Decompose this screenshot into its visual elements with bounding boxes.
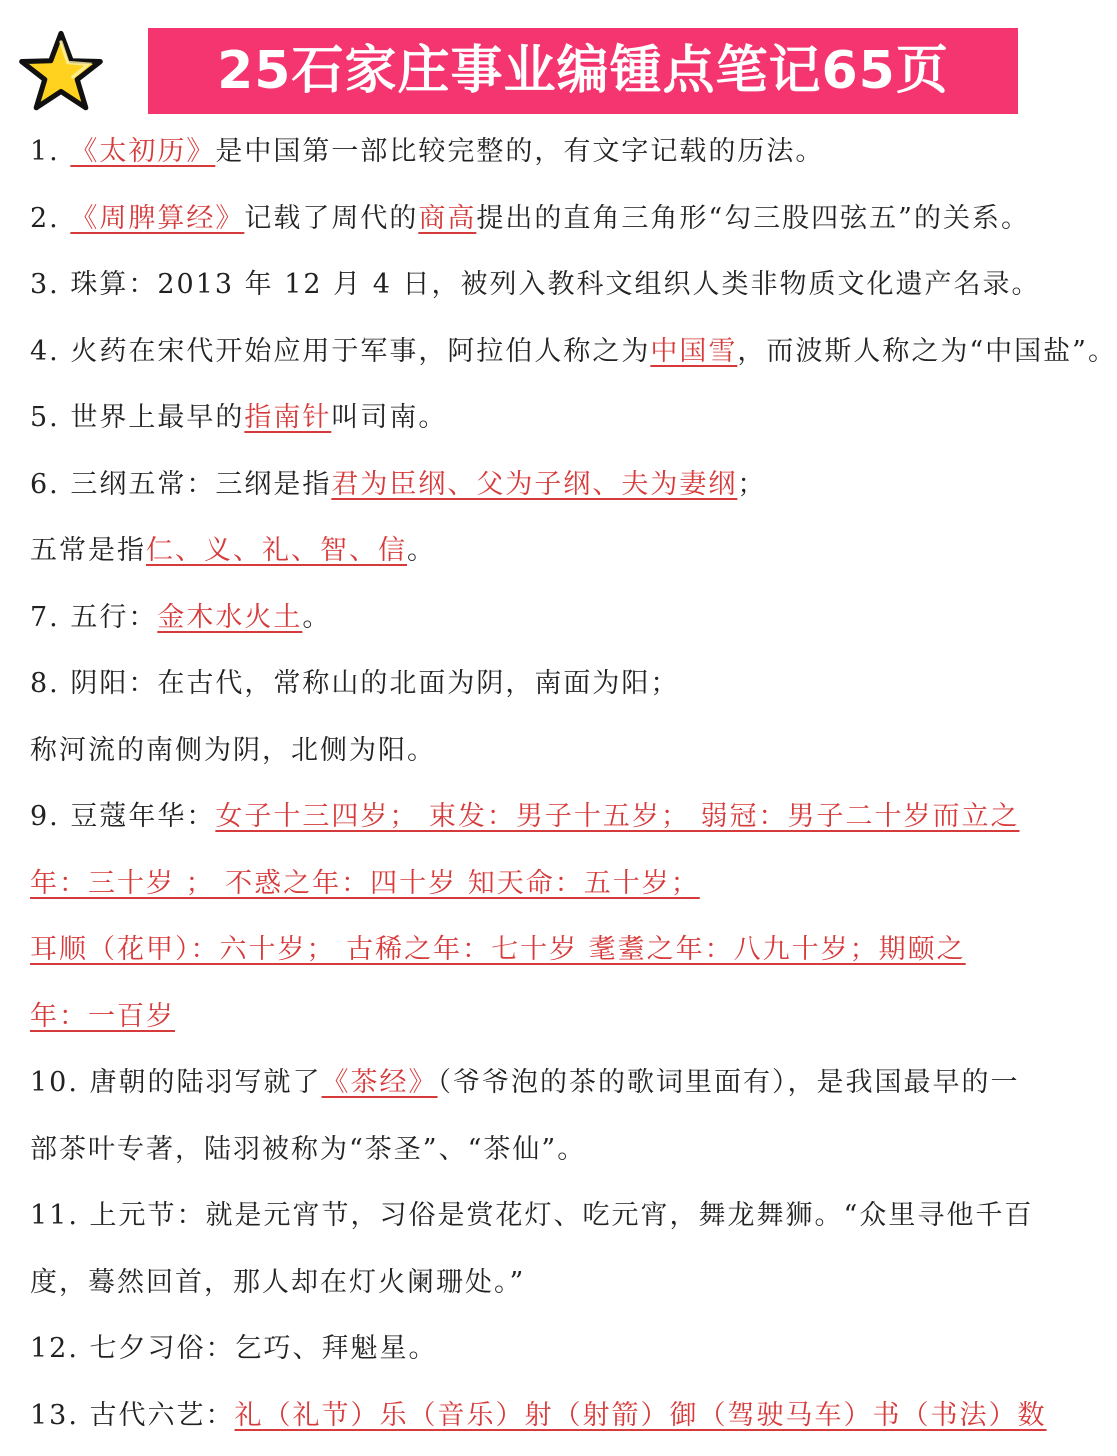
note-line xyxy=(30,525,1070,592)
note-line xyxy=(30,791,1070,858)
note-text: 10. 唐朝的陆羽写就了 xyxy=(30,1067,322,1098)
note-text: 部茶叶专著，陆羽被称为“茶圣”、“茶仙”。 xyxy=(30,1134,586,1165)
note-text: 。 xyxy=(302,602,331,633)
note-highlight: 《茶经》 xyxy=(322,1067,438,1098)
note-line xyxy=(30,1323,1070,1390)
note-highlight: 指南针 xyxy=(244,402,331,433)
note-line xyxy=(30,858,1070,925)
note-text: 1. xyxy=(30,136,70,167)
note-text: 9. 豆蔻年华： xyxy=(30,801,215,832)
note-text: 12. 七夕习俗：乞巧、拜魁星。 xyxy=(30,1333,438,1364)
notes-body xyxy=(30,126,1070,1456)
page-title: 25石家庄事业编锺点笔记65页 xyxy=(148,28,1018,114)
note-highlight: 女子十三四岁； 束发：男子十五岁； 弱冠：男子二十岁而立之 xyxy=(215,801,1019,832)
note-line xyxy=(30,459,1070,526)
note-text: 2. xyxy=(30,203,70,234)
note-line xyxy=(30,991,1070,1058)
note-line xyxy=(30,193,1070,260)
note-text: 是中国第一部比较完整的，有文字记载的历法。 xyxy=(215,136,824,167)
note-text: 13. 古代六艺： xyxy=(30,1400,235,1431)
note-highlight: 年：一百岁 xyxy=(30,1001,175,1032)
note-line xyxy=(30,1124,1070,1191)
note-highlight: 耳顺（花甲）：六十岁； 古稀之年：七十岁 耄耋之年：八九十岁；期颐之 xyxy=(30,934,966,965)
note-text: 提出的直角三角形“勾三股四弦五”的关系。 xyxy=(476,203,1030,234)
note-text: 5. 世界上最早的 xyxy=(30,402,244,433)
note-highlight: 《太初历》 xyxy=(70,136,215,167)
note-text: ； xyxy=(737,469,766,500)
note-highlight: 金木水火土 xyxy=(157,602,302,633)
note-line xyxy=(30,1257,1070,1324)
note-line xyxy=(30,259,1070,326)
note-line xyxy=(30,592,1070,659)
header xyxy=(0,0,1080,125)
note-text: 7. 五行： xyxy=(30,602,157,633)
note-text: （爷爷泡的茶的歌词里面有），是我国最早的一 xyxy=(438,1067,1020,1098)
note-line xyxy=(30,725,1070,792)
note-highlight: 中国雪 xyxy=(650,336,737,367)
note-highlight: 《周脾算经》 xyxy=(70,203,244,234)
note-line xyxy=(30,126,1070,193)
note-text: 6. 三纲五常：三纲是指 xyxy=(30,469,331,500)
note-line xyxy=(30,1057,1070,1124)
note-highlight: 仁、义、礼、智、信 xyxy=(146,535,407,566)
note-text: ，而波斯人称之为“中国盐”。 xyxy=(737,336,1117,367)
note-text: 记载了周代的 xyxy=(244,203,418,234)
note-text: 称河流的南侧为阴，北侧为阳。 xyxy=(30,735,436,766)
note-text: 4. 火药在宋代开始应用于军事，阿拉伯人称之为 xyxy=(30,336,650,367)
note-line xyxy=(30,392,1070,459)
note-text: 8. 阴阳：在古代，常称山的北面为阴，南面为阳； xyxy=(30,668,679,699)
note-line xyxy=(30,658,1070,725)
note-highlight: 礼（礼节）乐（音乐）射（射箭）御（驾驶马车）书（书法）数 xyxy=(235,1400,1047,1431)
note-text: 度，蓦然回首，那人却在灯火阑珊处。” xyxy=(30,1267,525,1298)
note-text: 。 xyxy=(407,535,436,566)
note-line xyxy=(30,1390,1070,1456)
note-highlight: 年：三十岁 ； 不惑之年：四十岁 知天命：五十岁； xyxy=(30,868,700,899)
star-icon xyxy=(18,30,104,112)
note-highlight: 君为臣纲、父为子纲、夫为妻纲 xyxy=(331,469,737,500)
note-line xyxy=(30,1190,1070,1257)
note-text: 3. 珠算：2013 年 12 月 4 日，被列入教科文组织人类非物质文化遗产名录。 xyxy=(30,269,1041,300)
note-text: 叫司南。 xyxy=(331,402,447,433)
note-text: 11. 上元节：就是元宵节，习俗是赏花灯、吃元宵，舞龙舞狮。“众里寻他千百 xyxy=(30,1200,1033,1231)
note-line xyxy=(30,326,1070,393)
note-highlight: 商高 xyxy=(418,203,476,234)
note-text: 五常是指 xyxy=(30,535,146,566)
note-line xyxy=(30,924,1070,991)
